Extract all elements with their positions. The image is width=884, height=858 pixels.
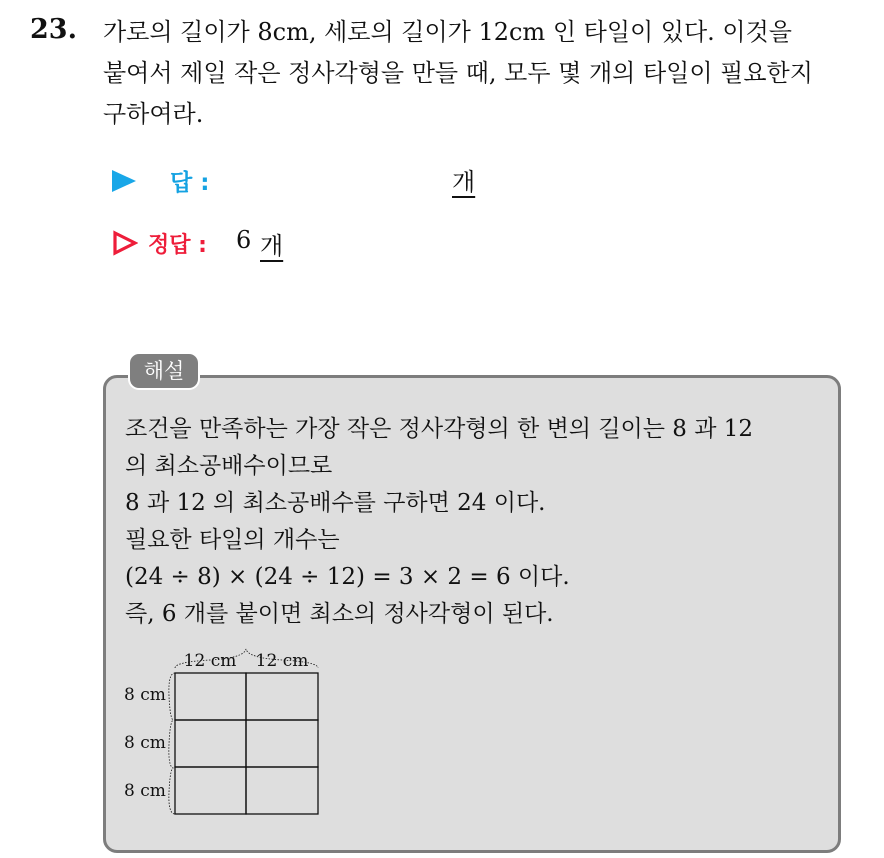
side-label: 8 cm [124, 733, 166, 753]
correct-answer-value: 6 [236, 226, 252, 254]
question-number: 23. [30, 14, 77, 45]
tile-diagram [118, 642, 338, 822]
question-text [103, 12, 863, 135]
explanation-text [125, 411, 835, 633]
explanation-line: 8 과 12 의 최소공배수를 구하면 24 이다. [125, 490, 546, 516]
tile [175, 767, 246, 814]
answer-label: 답 : [170, 170, 210, 196]
tile [175, 720, 246, 767]
answer-unit: 개 [452, 168, 476, 196]
correct-answer-row [112, 224, 532, 264]
correct-answer-label: 정답 : [148, 233, 207, 258]
explanation-line: 필요한 타일의 개수는 [125, 527, 340, 553]
outline-triangle-icon [112, 230, 138, 256]
side-label: 8 cm [124, 781, 166, 801]
correct-answer-unit: 개 [260, 232, 284, 260]
tile [246, 673, 318, 720]
explanation-line: 의 최소공배수이므로 [125, 453, 333, 479]
top-label: 12 cm [255, 651, 309, 671]
tile [246, 767, 318, 814]
question-line: 구하여라. [103, 100, 204, 128]
question-line: 가로의 길이가 8cm, 세로의 길이가 12cm 인 타일이 있다. 이것을 [103, 18, 792, 46]
explanation-line: 조건을 만족하는 가장 작은 정사각형의 한 변의 길이는 8 과 12 [125, 416, 754, 442]
explanation-tag: 해설 [128, 352, 200, 390]
top-label: 12 cm [183, 651, 237, 671]
question-line: 붙여서 제일 작은 정사각형을 만들 때, 모두 몇 개의 타일이 필요한지 [103, 59, 813, 87]
tile [175, 673, 246, 720]
tile [246, 720, 318, 767]
answer-row [112, 162, 532, 202]
side-brace [169, 673, 175, 814]
explanation-line: (24 ÷ 8) × (24 ÷ 12) = 3 × 2 = 6 이다. [125, 564, 570, 590]
side-label: 8 cm [124, 685, 166, 705]
explanation-line: 즉, 6 개를 붙이면 최소의 정사각형이 된다. [125, 601, 554, 627]
filled-triangle-icon [112, 170, 136, 192]
